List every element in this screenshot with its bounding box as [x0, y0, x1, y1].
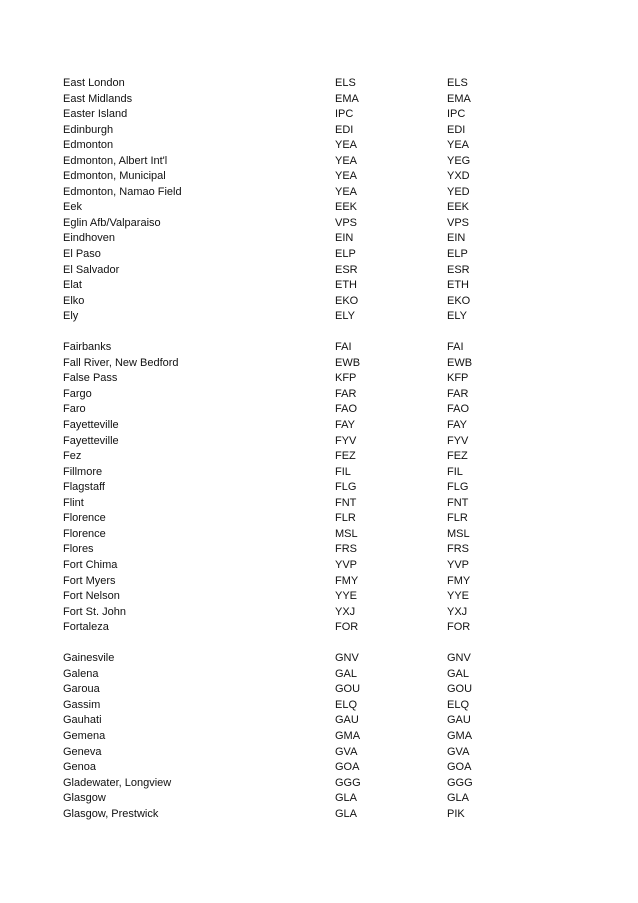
- airport-code-cell: FEZ: [447, 450, 468, 463]
- table-row: [0, 200, 638, 216]
- table-row: [0, 247, 638, 263]
- city-name-cell: Florence: [63, 512, 106, 525]
- table-row: [0, 682, 638, 698]
- city-code-cell: MSL: [335, 527, 358, 540]
- table-row: [0, 107, 638, 123]
- city-name-cell: Gemena: [63, 729, 106, 742]
- table-row: [0, 589, 638, 605]
- city-code-cell: YEA: [335, 185, 358, 198]
- table-row: [0, 558, 638, 574]
- table-row: [0, 231, 638, 247]
- table-row: [0, 340, 638, 356]
- table-row: [0, 263, 638, 279]
- table-row: [0, 434, 638, 450]
- city-code-cell: GMA: [335, 729, 361, 742]
- airport-code-cell: YEG: [447, 154, 471, 167]
- table-row: [0, 667, 638, 683]
- city-name-cell: Elko: [63, 294, 85, 307]
- airport-code-cell: PIK: [447, 807, 465, 820]
- table-row: [0, 605, 638, 621]
- airport-code-cell: ELP: [447, 248, 468, 261]
- airport-code-cell: FLG: [447, 481, 469, 494]
- city-code-cell: GOA: [335, 761, 360, 774]
- airport-code-cell: GOU: [447, 683, 473, 696]
- city-code-cell: VPS: [335, 216, 358, 229]
- table-row: [0, 154, 638, 170]
- airport-code-cell: FIL: [447, 465, 463, 478]
- city-code-cell: ELP: [335, 248, 356, 261]
- city-code-cell: ELQ: [335, 698, 358, 711]
- city-name-cell: Fortaleza: [63, 621, 109, 634]
- airport-code-cell: FNT: [447, 496, 469, 509]
- city-name-cell: Garoua: [63, 683, 100, 696]
- city-code-cell: ETH: [335, 279, 357, 292]
- table-row: [0, 185, 638, 201]
- airport-code-cell: MSL: [447, 527, 470, 540]
- table-row: [0, 309, 638, 325]
- airport-code-cell: FOR: [447, 621, 471, 634]
- city-code-cell: FLG: [335, 481, 357, 494]
- table-row: [0, 760, 638, 776]
- table-row: [0, 449, 638, 465]
- table-row: [0, 527, 638, 543]
- table-row: [0, 791, 638, 807]
- city-code-cell: FAO: [335, 403, 358, 416]
- table-row: [0, 92, 638, 108]
- city-code-cell: IPC: [335, 108, 354, 121]
- city-code-cell: FOR: [335, 621, 359, 634]
- city-name-cell: False Pass: [63, 372, 118, 385]
- city-code-cell: EDI: [335, 123, 354, 136]
- table-row: [0, 294, 638, 310]
- airport-code-cell: FAI: [447, 341, 464, 354]
- city-name-cell: Flores: [63, 543, 94, 556]
- city-name-cell: Fort Chima: [63, 558, 118, 571]
- city-name-cell: Fort St. John: [63, 605, 126, 618]
- city-name-cell: Fall River, New Bedford: [63, 356, 179, 369]
- city-code-cell: EWB: [335, 356, 361, 369]
- city-name-cell: Fillmore: [63, 465, 103, 478]
- airport-code-cell: YYE: [447, 590, 470, 603]
- city-code-cell: GAU: [335, 714, 359, 727]
- table-row: [0, 418, 638, 434]
- airport-code-cell: ELS: [447, 77, 468, 89]
- airport-code-cell: YVP: [447, 558, 470, 571]
- airport-code-cell: FAR: [447, 387, 469, 400]
- airport-code-cell: GNV: [447, 652, 471, 665]
- city-code-cell: ELS: [335, 77, 356, 89]
- section-spacer: [0, 325, 638, 341]
- city-code-cell: YXJ: [335, 605, 356, 618]
- airport-code-cell: EIN: [447, 232, 466, 245]
- city-code-cell: FYV: [335, 434, 357, 447]
- airport-code-cell: ELQ: [447, 698, 470, 711]
- city-name-cell: Florence: [63, 527, 106, 540]
- city-name-cell: Flagstaff: [63, 481, 105, 494]
- table-row: [0, 620, 638, 636]
- city-name-cell: Flint: [63, 496, 84, 509]
- airport-code-cell: FRS: [447, 543, 469, 556]
- city-code-cell: FIL: [335, 465, 351, 478]
- table-row: [0, 807, 638, 823]
- city-name-cell: Gladewater, Longview: [63, 776, 172, 789]
- city-name-cell: Fez: [63, 450, 82, 463]
- city-code-cell: GOU: [335, 683, 361, 696]
- airport-code-cell: EMA: [447, 92, 471, 105]
- airport-code-cell: GMA: [447, 729, 473, 742]
- airport-code-cell: EWB: [447, 356, 473, 369]
- city-code-cell: EKO: [335, 294, 359, 307]
- city-code-cell: KFP: [335, 372, 357, 385]
- city-code-cell: GNV: [335, 652, 359, 665]
- table-row: [0, 278, 638, 294]
- city-name-cell: Eindhoven: [63, 232, 115, 245]
- section-spacer: [0, 636, 638, 652]
- city-code-cell: YEA: [335, 170, 358, 183]
- city-name-cell: Fayetteville: [63, 419, 119, 432]
- city-name-cell: Fort Nelson: [63, 590, 120, 603]
- city-code-cell: FAI: [335, 341, 352, 354]
- airport-code-cell: VPS: [447, 216, 470, 229]
- city-code-cell: GLA: [335, 792, 358, 805]
- city-name-cell: Eglin Afb/Valparaiso: [63, 216, 161, 229]
- airport-code-cell: GLA: [447, 792, 470, 805]
- table-row: [0, 356, 638, 372]
- table-row: [0, 713, 638, 729]
- table-row: [0, 123, 638, 139]
- table-row: [0, 511, 638, 527]
- table-row: [0, 542, 638, 558]
- airport-code-cell: GVA: [447, 745, 470, 758]
- table-row: [0, 138, 638, 154]
- city-code-cell: FAY: [335, 419, 355, 432]
- city-name-cell: Fargo: [63, 387, 92, 400]
- airport-code-cell: IPC: [447, 108, 466, 121]
- airport-code-cell: GAL: [447, 667, 470, 680]
- table-row: [0, 402, 638, 418]
- airport-code-list: [0, 76, 638, 822]
- airport-code-cell: YEA: [447, 139, 470, 152]
- airport-code-cell: GOA: [447, 761, 472, 774]
- airport-code-cell: ETH: [447, 279, 469, 292]
- airport-code-cell: YXJ: [447, 605, 468, 618]
- city-name-cell: Genoa: [63, 761, 97, 774]
- city-code-cell: FLR: [335, 512, 356, 525]
- airport-code-cell: YED: [447, 185, 470, 198]
- airport-code-cell: FYV: [447, 434, 469, 447]
- airport-code-cell: EEK: [447, 201, 470, 214]
- city-code-cell: EIN: [335, 232, 354, 245]
- airport-code-cell: KFP: [447, 372, 469, 385]
- city-name-cell: East Midlands: [63, 92, 133, 105]
- table-row: [0, 480, 638, 496]
- city-name-cell: Elat: [63, 279, 82, 292]
- city-name-cell: Fort Myers: [63, 574, 116, 587]
- table-row: [0, 574, 638, 590]
- city-name-cell: Fayetteville: [63, 434, 119, 447]
- airport-code-cell: FMY: [447, 574, 471, 587]
- city-code-cell: GLA: [335, 807, 358, 820]
- city-name-cell: Faro: [63, 403, 86, 416]
- city-name-cell: Edinburgh: [63, 123, 114, 136]
- city-name-cell: East London: [63, 77, 125, 89]
- city-name-cell: Edmonton, Namao Field: [63, 185, 182, 198]
- table-row: [0, 371, 638, 387]
- city-name-cell: Glasgow, Prestwick: [63, 807, 159, 820]
- city-name-cell: Glasgow: [63, 792, 106, 805]
- city-code-cell: YYE: [335, 590, 358, 603]
- city-code-cell: EEK: [335, 201, 358, 214]
- city-code-cell: GVA: [335, 745, 358, 758]
- table-row: [0, 776, 638, 792]
- city-code-cell: ELY: [335, 310, 355, 323]
- city-code-cell: YEA: [335, 139, 358, 152]
- city-name-cell: Easter Island: [63, 108, 128, 121]
- city-code-cell: FRS: [335, 543, 357, 556]
- city-name-cell: Edmonton: [63, 139, 114, 152]
- city-code-cell: ESR: [335, 263, 358, 276]
- city-name-cell: Geneva: [63, 745, 102, 758]
- airport-code-cell: ELY: [447, 310, 467, 323]
- table-row: [0, 76, 638, 92]
- city-name-cell: Edmonton, Municipal: [63, 170, 166, 183]
- city-code-cell: YEA: [335, 154, 358, 167]
- airport-code-cell: FAO: [447, 403, 470, 416]
- city-code-cell: FAR: [335, 387, 357, 400]
- city-code-cell: GGG: [335, 776, 361, 789]
- city-code-cell: FNT: [335, 496, 357, 509]
- city-name-cell: El Paso: [63, 248, 101, 261]
- airport-code-cell: FLR: [447, 512, 468, 525]
- city-code-cell: FMY: [335, 574, 359, 587]
- city-code-cell: GAL: [335, 667, 358, 680]
- table-row: [0, 698, 638, 714]
- airport-code-cell: EKO: [447, 294, 471, 307]
- airport-code-cell: GGG: [447, 776, 473, 789]
- table-row: [0, 729, 638, 745]
- city-name-cell: Eek: [63, 201, 82, 214]
- city-name-cell: Fairbanks: [63, 341, 112, 354]
- table-row: [0, 387, 638, 403]
- airport-code-cell: YXD: [447, 170, 470, 183]
- table-row: [0, 216, 638, 232]
- city-name-cell: Edmonton, Albert Int'l: [63, 154, 168, 167]
- city-name-cell: Gainesvile: [63, 652, 115, 665]
- city-code-cell: YVP: [335, 558, 358, 571]
- city-name-cell: Galena: [63, 667, 99, 680]
- airport-code-cell: GAU: [447, 714, 471, 727]
- table-row: [0, 169, 638, 185]
- airport-code-cell: FAY: [447, 419, 467, 432]
- table-row: [0, 496, 638, 512]
- city-name-cell: El Salvador: [63, 263, 120, 276]
- city-name-cell: Ely: [63, 310, 79, 323]
- city-name-cell: Gauhati: [63, 714, 102, 727]
- airport-code-cell: EDI: [447, 123, 466, 136]
- city-code-cell: FEZ: [335, 450, 356, 463]
- city-name-cell: Gassim: [63, 698, 101, 711]
- table-row: [0, 745, 638, 761]
- airport-code-cell: ESR: [447, 263, 470, 276]
- table-row: [0, 465, 638, 481]
- table-row: [0, 651, 638, 667]
- city-code-cell: EMA: [335, 92, 359, 105]
